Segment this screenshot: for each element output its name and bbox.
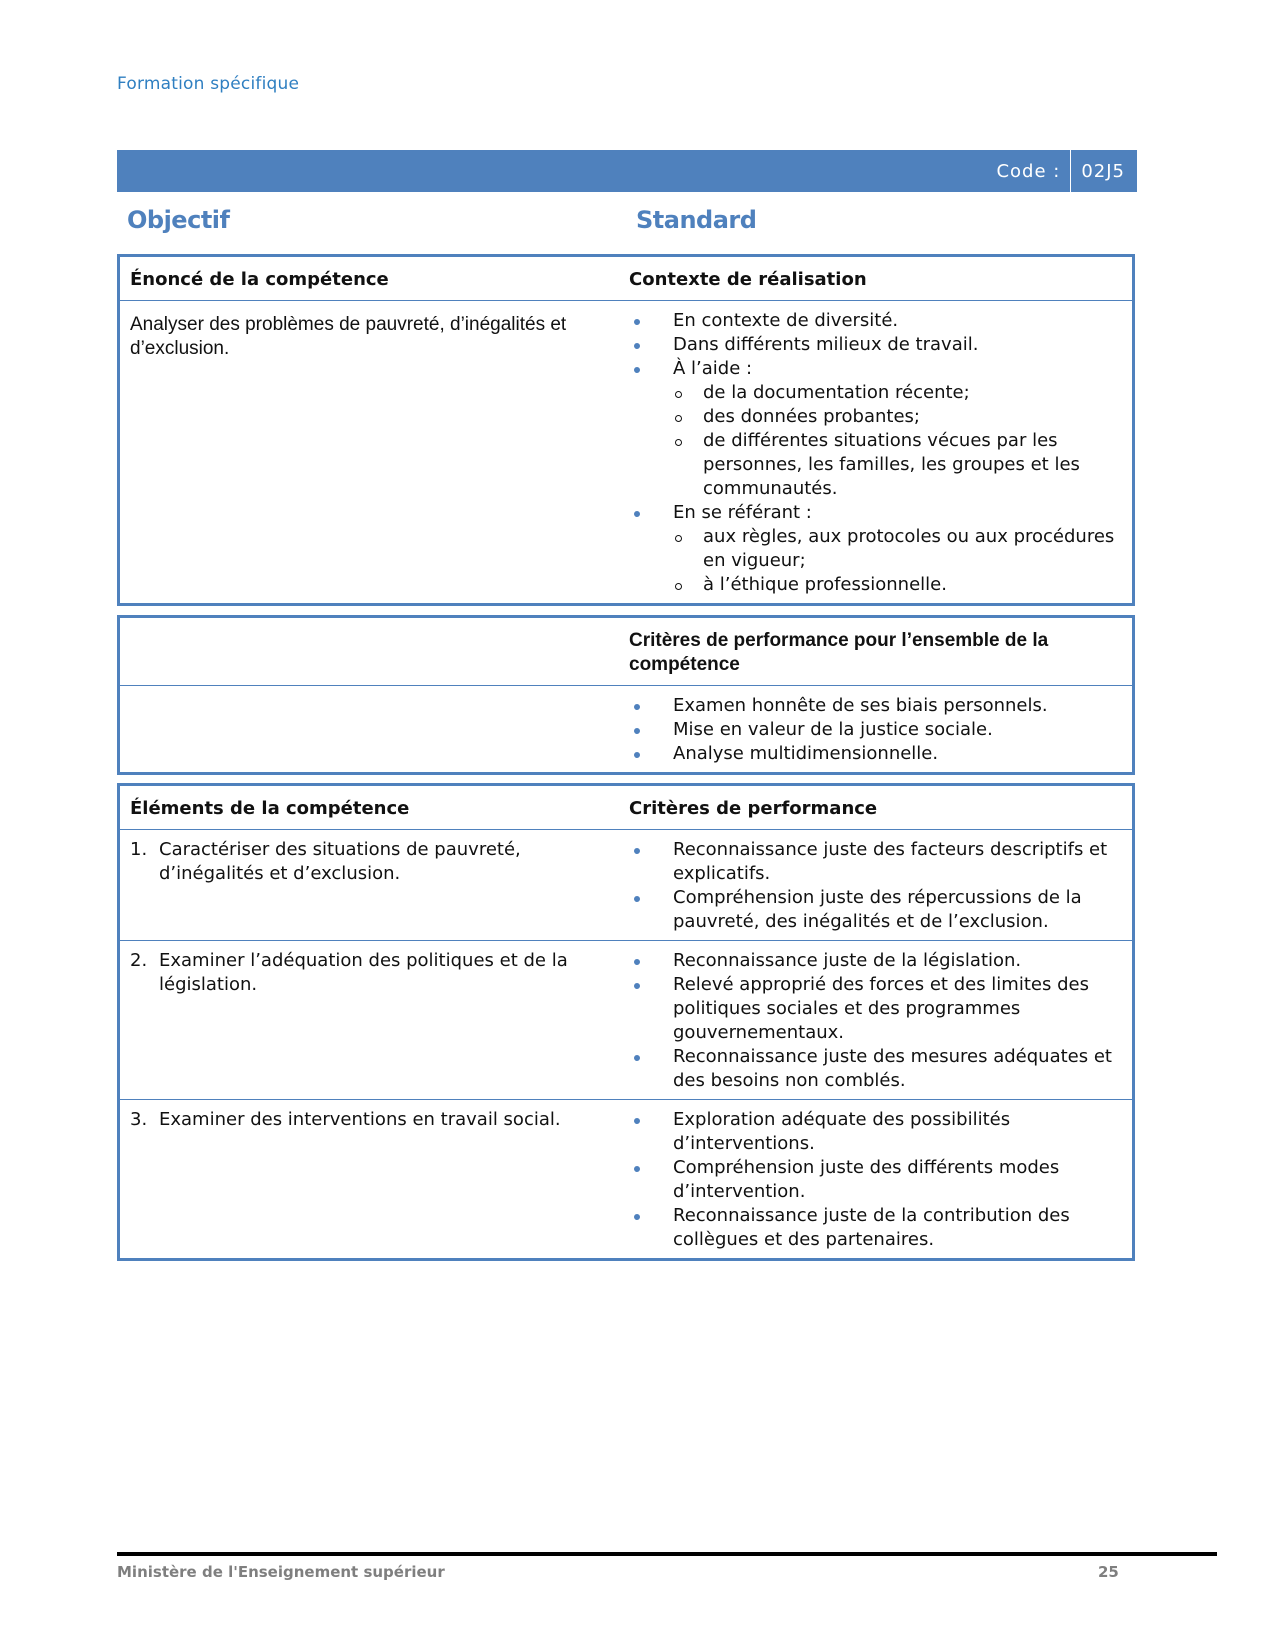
contexte-subitem: aux règles, aux protocoles ou aux procédures en vigueur; [673,525,1124,573]
running-head: Formation spécifique [117,74,300,94]
element-number: 3. [130,1109,148,1130]
section-title-objectif: Objectif [127,206,230,234]
header-empty [120,618,620,685]
contexte-list [620,301,1132,603]
criteria-cell [620,941,1132,1099]
element-cell [120,941,620,1099]
criterion-item: Analyse multidimensionnelle. [629,742,1124,766]
element-item [130,949,610,997]
footer-page-number: 25 [1098,1563,1119,1581]
table-criteres-ensemble [117,615,1135,775]
contexte-subitem: des données probantes; [673,405,1124,429]
header-enonce: Énoncé de la compétence [130,269,389,290]
table-row [120,829,1132,940]
criterion-item: Relevé approprié des forces et des limites des politiques sociales et des programmes gouvernementaux. [629,973,1124,1045]
criterion-item: Compréhension juste des différents modes d’intervention. [629,1156,1124,1204]
criteria-cell [620,1100,1132,1258]
contexte-item [629,357,1124,501]
criteres-ensemble-cell [620,686,1132,772]
table-elements-criteres [117,783,1135,1261]
enonce-text: Analyser des problèmes de pauvreté, d’inégalités et d’exclusion. [130,314,567,359]
table-header-row [120,786,1132,829]
criterion-item: Reconnaissance juste des facteurs descriptifs et explicatifs. [629,838,1124,886]
criterion-item: Reconnaissance juste de la législation. [629,949,1124,973]
criterion-item: Reconnaissance juste de la contribution des collègues et des partenaires. [629,1204,1124,1252]
criterion-item: Mise en valeur de la justice sociale. [629,718,1124,742]
contexte-subitems [673,381,1124,501]
contexte-subitem: de la documentation récente; [673,381,1124,405]
table-row [120,940,1132,1099]
criterion-item: Compréhension juste des répercussions de la pauvreté, des inégalités et de l’exclusion. [629,886,1124,934]
contexte-item-text: À l’aide : [673,358,753,379]
table-row [120,300,1132,603]
criterion-item: Exploration adéquate des possibilités d’interventions. [629,1108,1124,1156]
contexte-item-text: En se référant : [673,502,812,523]
code-value: 02J5 [1070,150,1135,192]
section-title-standard: Standard [636,206,757,234]
contexte-subitems [673,525,1124,597]
table-row [120,685,1132,772]
footer-rule [117,1552,1217,1556]
header-elements: Éléments de la compétence [130,798,410,819]
code-label: Code : [996,160,1061,182]
element-list [130,949,610,997]
element-cell [120,830,620,940]
criteres-ensemble-bullets [629,694,1124,766]
element-item [130,838,610,886]
footer-ministry: Ministère de l'Enseignement supérieur [117,1563,445,1581]
header-contexte: Contexte de réalisation [629,269,867,290]
element-text: Examiner des interventions en travail social. [159,1109,561,1130]
contexte-item [629,333,1124,357]
table-row [120,1099,1132,1258]
criteria-bullets [629,838,1124,934]
element-item [130,1108,610,1132]
header-criteres: Critères de performance [629,798,878,819]
empty-cell [120,686,620,772]
contexte-item [629,309,1124,333]
criteria-bullets [629,949,1124,1093]
element-cell [120,1100,620,1258]
code-field [996,150,1135,192]
table-header-row [120,257,1132,300]
contexte-item-text: En contexte de diversité. [673,310,899,331]
contexte-bullets [629,309,1124,597]
contexte-item [629,501,1124,597]
contexte-subitem: à l’éthique professionnelle. [673,573,1124,597]
criteria-cell [620,830,1132,940]
element-list [130,1108,610,1132]
contexte-subitem: de différentes situations vécues par les personnes, les familles, les groupes et les communautés. [673,429,1124,501]
contexte-item-text: Dans différents milieux de travail. [673,334,979,355]
header-criteres-ensemble: Critères de performance pour l’ensemble de la compétence [629,630,1049,675]
code-header-bar [117,150,1137,192]
element-number: 2. [130,950,148,971]
element-text: Caractériser des situations de pauvreté, d’inégalités et d’exclusion. [159,839,521,884]
element-text: Examiner l’adéquation des politiques et de la législation. [159,950,568,995]
element-number: 1. [130,839,148,860]
criterion-item: Examen honnête de ses biais personnels. [629,694,1124,718]
table-header-row [120,618,1132,685]
criterion-item: Reconnaissance juste des mesures adéquates et des besoins non comblés. [629,1045,1124,1093]
table-enonce-contexte [117,254,1135,606]
element-list [130,838,610,886]
criteria-bullets [629,1108,1124,1252]
